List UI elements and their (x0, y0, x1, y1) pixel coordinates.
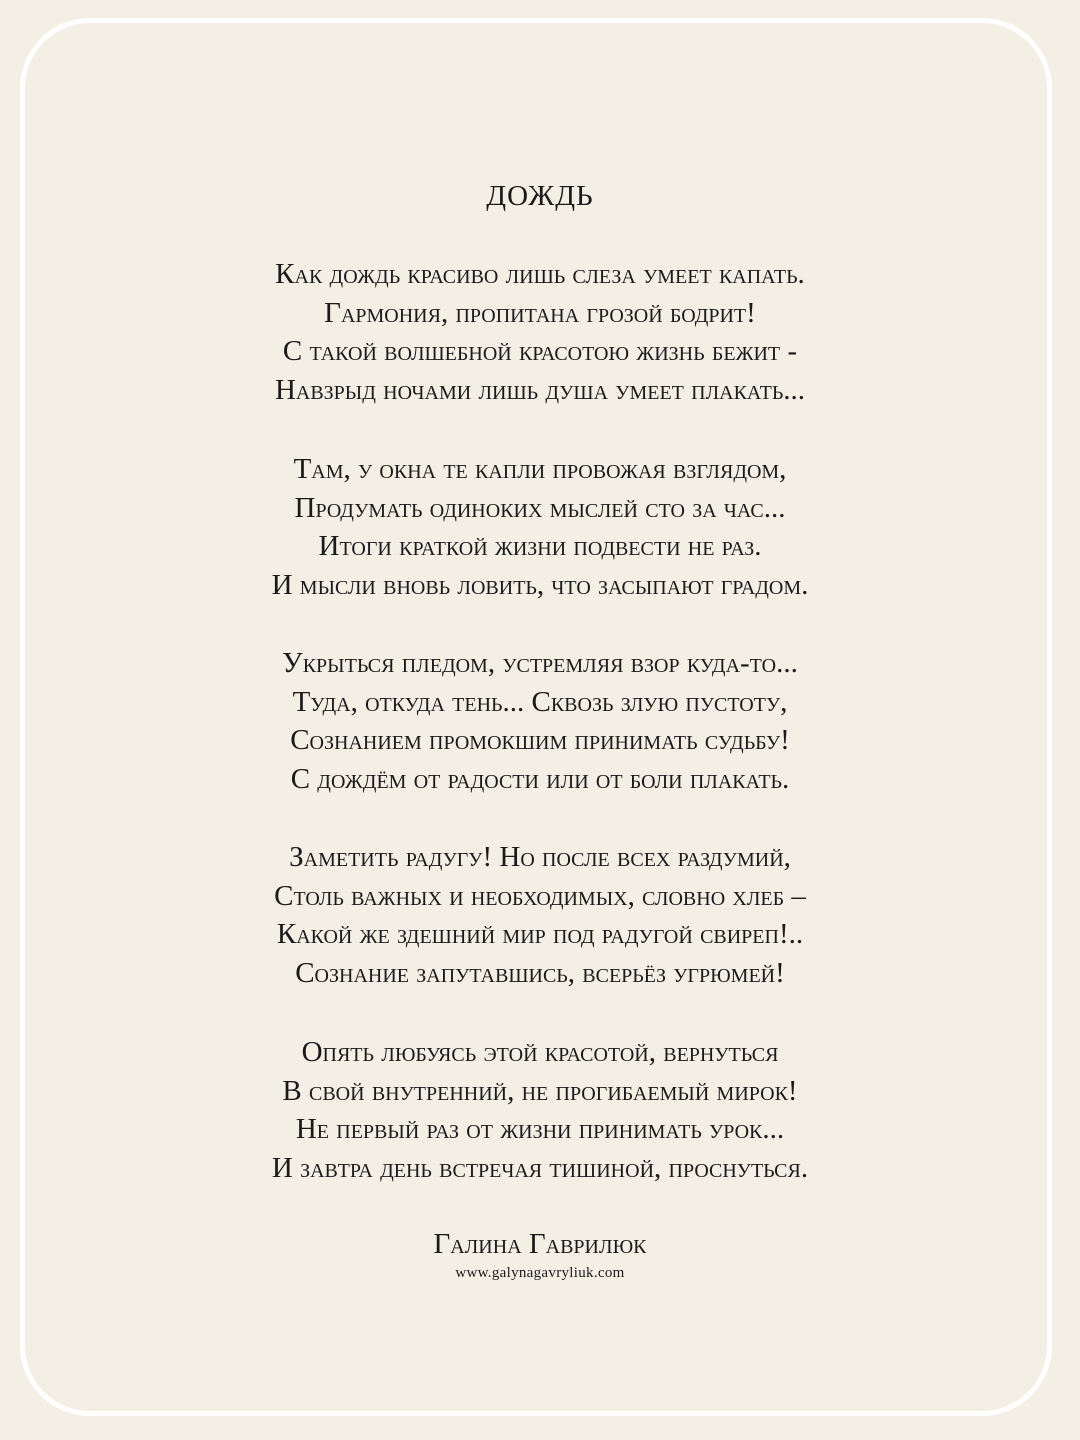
stanza-4 (0, 838, 1080, 992)
poem-line: И завтра день встречая тишиной, проснуться. (271, 1151, 809, 1184)
poem-title: ДОЖДЬ (486, 180, 594, 212)
poem-line: В свой внутренний, не прогибаемый мирок! (282, 1074, 798, 1107)
poem-line: И мысли вновь ловить, что засыпают градом. (271, 568, 809, 601)
poem-line: Заметить радугу! Но после всех раздумий, (289, 841, 791, 873)
poem-line: Там, у окна те капли провожая взглядом, (293, 453, 787, 485)
poem-line: Опять любуясь этой красотой, вернуться (301, 1036, 779, 1068)
website-link[interactable]: www.galynagavryliuk.com (455, 1265, 625, 1281)
poem-line: Укрыться пледом, устремляя взор куда-то... (282, 647, 798, 679)
author-name: Галина Гаврилюк (433, 1228, 647, 1260)
poem-line: Как дождь красиво лишь слеза умеет капать. (275, 258, 805, 290)
stanza-3 (0, 644, 1080, 798)
poem-line: Сознание запутавшись, всерьёз угрюмей! (295, 956, 785, 989)
poem-line: Итоги краткой жизни подвести не раз. (318, 530, 762, 562)
poem-line: Столь важных и необходимых, словно хлеб – (274, 879, 806, 912)
stanza-1 (0, 255, 1080, 409)
stanza-5 (0, 1033, 1080, 1187)
stanza-2 (0, 450, 1080, 604)
poem-line: С такой волшебной красотою жизнь бежит - (282, 335, 798, 367)
poem-line: Туда, откуда тень... Сквозь злую пустоту, (292, 685, 788, 718)
poem-line: Навзрыд ночами лишь душа умеет плакать... (274, 373, 806, 406)
poem-line: Гармония, пропитана грозой бодрит! (324, 296, 756, 329)
poem-line: Сознанием промокшим принимать судьбу! (290, 724, 790, 756)
poem-line: С дождём от радости или от боли плакать. (290, 762, 790, 795)
poem-line: Не первый раз от жизни принимать урок... (295, 1113, 785, 1145)
poem-line: Продумать одиноких мыслей сто за час... (294, 491, 786, 524)
poem-line: Какой же здешний мир под радугой свиреп!.. (276, 918, 804, 950)
